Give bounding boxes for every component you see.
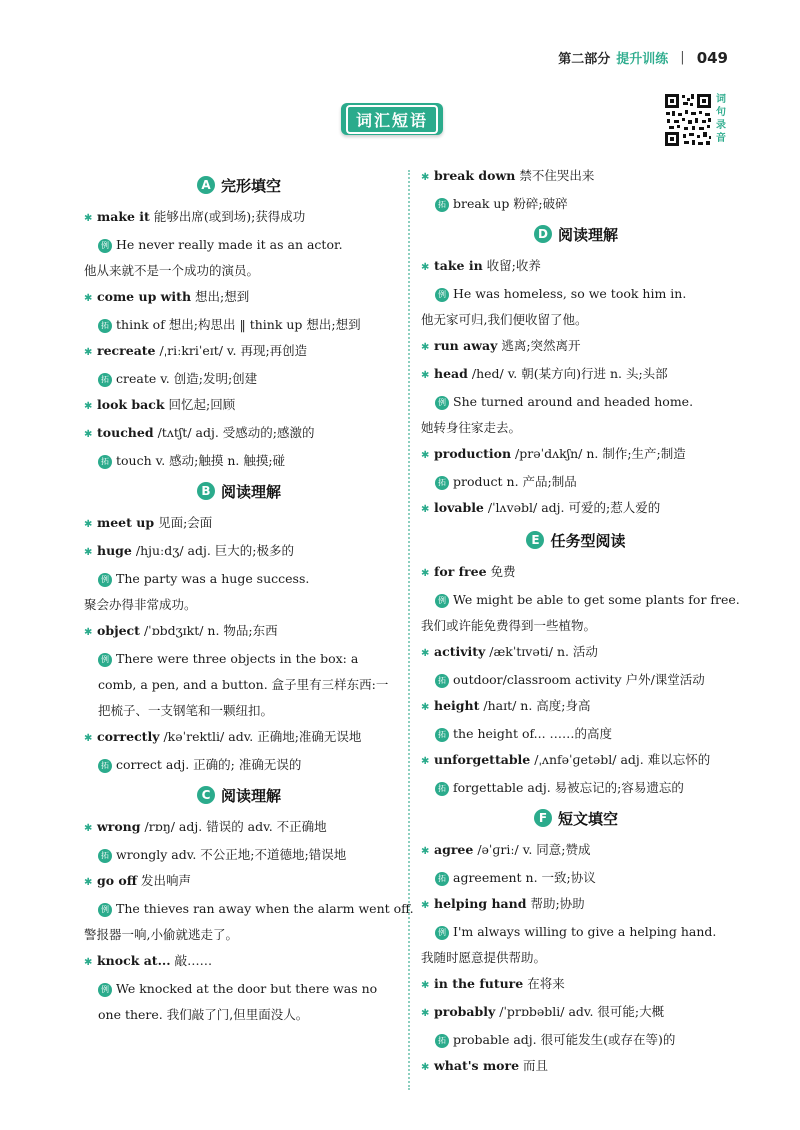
- right-column: [421, 163, 740, 1081]
- entry-extension: agreement n. 一致;协议: [453, 870, 596, 885]
- entry-extension: forgettable adj. 易被忘记的;容易遗忘的: [453, 780, 684, 795]
- entry-definition: /ˌʌnfəˈɡetəbl/ adj. 难以忘怀的: [534, 752, 711, 767]
- entry-definition: /ˈlʌvəbl/ adj. 可爱的;惹人爱的: [487, 500, 661, 515]
- entry-definition: /hjuːdʒ/ adj. 巨大的;极多的: [135, 543, 294, 558]
- example-tag-icon: 例: [435, 594, 449, 608]
- entry-headword: wrong: [97, 819, 141, 834]
- page-header: [558, 48, 728, 67]
- vocab-entry: [421, 837, 731, 891]
- entry-definition: /ˌriːkriˈeɪt/ v. 再现;再创造: [159, 343, 308, 358]
- entry-headword: for free: [434, 564, 487, 579]
- vocab-entry: [421, 163, 731, 217]
- star-icon: ✱: [421, 172, 430, 183]
- column-divider: [408, 170, 410, 1090]
- entry-extension: create v. 创造;发明;创建: [116, 371, 258, 386]
- entry-translation: 聚会办得非常成功。: [84, 597, 197, 612]
- vocab-entry: [84, 724, 394, 778]
- part-label: 第二部分: [558, 52, 611, 67]
- entry-definition: 回忆起;回顾: [168, 397, 236, 412]
- star-icon: ✱: [421, 900, 430, 911]
- extension-tag-icon: 拓: [98, 373, 112, 387]
- vocab-entry: [421, 361, 731, 441]
- entry-headword: correctly: [97, 729, 160, 744]
- star-icon: ✱: [421, 450, 430, 461]
- entry-definition: 帮助;协助: [530, 896, 585, 911]
- example-tag-icon: 例: [98, 573, 112, 587]
- entry-definition: 收留;收养: [486, 258, 541, 273]
- entry-extension: the height of... ……的高度: [453, 726, 613, 741]
- entry-headword: take in: [434, 258, 483, 273]
- star-icon: ✱: [421, 1062, 430, 1073]
- vocab-entry: [421, 639, 731, 693]
- entry-definition: /prəˈdʌkʃn/ n. 制作;生产;制造: [515, 446, 686, 461]
- example-tag-icon: 例: [98, 239, 112, 253]
- entry-headword: probably: [434, 1004, 496, 1019]
- entry-example: We knocked at the door but there was no one there. 我们敲了门,但里面没人。: [98, 981, 378, 1022]
- star-icon: ✱: [84, 347, 93, 358]
- entry-headword: go off: [97, 873, 138, 888]
- star-icon: ✱: [421, 1008, 430, 1019]
- section-letter-badge: C: [197, 786, 215, 804]
- entry-extension: outdoor/classroom activity 户外/课堂活动: [453, 672, 705, 687]
- star-icon: ✱: [84, 429, 93, 440]
- entry-headword: touched: [97, 425, 154, 440]
- section-title-a: [84, 168, 394, 202]
- entry-definition: 在将来: [527, 976, 565, 991]
- section-name: 阅读理解: [557, 225, 618, 244]
- example-tag-icon: 例: [98, 653, 112, 667]
- entry-headword: look back: [97, 397, 165, 412]
- entry-translation: 我们或许能免费得到一些植物。: [421, 618, 597, 633]
- entry-headword: make it: [97, 209, 150, 224]
- vocab-entry: [84, 510, 394, 538]
- entry-headword: height: [434, 698, 480, 713]
- section-letter-badge: F: [534, 809, 552, 827]
- title-banner: [341, 103, 443, 135]
- section-name: 阅读理解: [220, 482, 281, 501]
- extension-tag-icon: 拓: [98, 849, 112, 863]
- entry-definition: 见面;会面: [158, 515, 213, 530]
- star-icon: ✱: [84, 213, 93, 224]
- star-icon: ✱: [84, 957, 93, 968]
- section-title-d: [421, 217, 731, 251]
- entry-extension: wrongly adv. 不公正地;不道德地;错误地: [116, 847, 347, 862]
- entry-example: She turned around and headed home.: [453, 394, 694, 409]
- vocab-entry: [84, 868, 414, 948]
- entry-headword: activity: [434, 644, 486, 659]
- vocab-entry: [84, 538, 394, 618]
- entry-extension: product n. 产品;制品: [453, 474, 577, 489]
- star-icon: ✱: [84, 733, 93, 744]
- extension-tag-icon: 拓: [435, 674, 449, 688]
- entry-definition: 能够出席(或到场);获得成功: [153, 209, 306, 224]
- example-tag-icon: 例: [98, 903, 112, 917]
- star-icon: ✱: [84, 293, 93, 304]
- entry-definition: 免费: [490, 564, 516, 579]
- entry-headword: recreate: [97, 343, 156, 358]
- section-name: 阅读理解: [220, 786, 281, 805]
- example-tag-icon: 例: [435, 288, 449, 302]
- entry-headword: meet up: [97, 515, 155, 530]
- qr-caption-char: 录: [716, 120, 726, 131]
- entry-translation: 他无家可归,我们便收留了他。: [421, 312, 588, 327]
- extension-tag-icon: 拓: [435, 198, 449, 212]
- vocab-entry: [421, 971, 731, 999]
- qr-code-icon[interactable]: [663, 92, 713, 148]
- entry-headword: knock at...: [97, 953, 171, 968]
- star-icon: ✱: [421, 568, 430, 579]
- star-icon: ✱: [84, 627, 93, 638]
- vocab-entry: [84, 392, 394, 420]
- qr-caption: [716, 93, 730, 145]
- star-icon: ✱: [421, 262, 430, 273]
- star-icon: ✱: [421, 504, 430, 515]
- section-letter-badge: A: [197, 176, 215, 194]
- entry-headword: come up with: [97, 289, 192, 304]
- entry-extension: break up 粉碎;破碎: [453, 196, 568, 211]
- section-title-f: [421, 801, 731, 835]
- star-icon: ✱: [421, 756, 430, 767]
- entry-definition: /ˈprɒbəbli/ adv. 很可能;大概: [499, 1004, 665, 1019]
- entry-definition: 禁不住哭出来: [519, 168, 595, 183]
- entry-headword: what's more: [434, 1058, 520, 1073]
- header-separator: |: [680, 50, 685, 65]
- section-name: 完形填空: [220, 176, 281, 195]
- vocab-entry: [84, 420, 394, 474]
- qr-caption-char: 词: [716, 94, 726, 105]
- entry-definition: /ækˈtɪvəti/ n. 活动: [489, 644, 598, 659]
- entry-example: We might be able to get some plants for free.: [453, 592, 740, 607]
- entry-headword: helping hand: [434, 896, 527, 911]
- entry-headword: unforgettable: [434, 752, 531, 767]
- entry-definition: 发出响声: [141, 873, 192, 888]
- entry-translation: 警报器一响,小偷就逃走了。: [84, 927, 238, 942]
- entry-definition: /tʌtʃt/ adj. 受感动的;感激的: [157, 425, 315, 440]
- extension-tag-icon: 拓: [435, 728, 449, 742]
- vocab-entry: [84, 284, 394, 338]
- section-title-c: [84, 778, 394, 812]
- entry-extension: think of 想出;构思出 ‖ think up 想出;想到: [116, 317, 361, 332]
- extension-tag-icon: 拓: [435, 782, 449, 796]
- entry-headword: head: [434, 366, 468, 381]
- entry-headword: break down: [434, 168, 516, 183]
- section-title-b: [84, 474, 394, 508]
- vocab-entry: [421, 559, 740, 639]
- qr-caption-char: 音: [716, 133, 726, 144]
- entry-example: The party was a huge success.: [116, 571, 310, 586]
- qr-caption-char: 句: [716, 107, 726, 118]
- star-icon: ✱: [421, 648, 430, 659]
- vocab-entry: [421, 891, 731, 971]
- entry-definition: 想出;想到: [195, 289, 250, 304]
- entry-headword: run away: [434, 338, 498, 353]
- star-icon: ✱: [84, 823, 93, 834]
- section-title-e: [421, 523, 731, 557]
- star-icon: ✱: [84, 401, 93, 412]
- entry-definition: /ˈɒbdʒɪkt/ n. 物品;东西: [143, 623, 278, 638]
- entry-example: He never really made it as an actor.: [116, 237, 343, 252]
- left-column: [84, 168, 414, 1028]
- entry-definition: /rɒŋ/ adj. 错误的 adv. 不正确地: [144, 819, 327, 834]
- extension-tag-icon: 拓: [435, 476, 449, 490]
- star-icon: ✱: [84, 519, 93, 530]
- star-icon: ✱: [421, 702, 430, 713]
- vocab-entry: [421, 693, 731, 747]
- entry-extension: correct adj. 正确的; 准确无误的: [116, 757, 302, 772]
- vocab-entry: [421, 253, 731, 333]
- extension-tag-icon: 拓: [435, 872, 449, 886]
- entry-headword: lovable: [434, 500, 484, 515]
- vocab-entry: [84, 204, 394, 284]
- section-letter-badge: B: [197, 482, 215, 500]
- entry-translation: 我随时愿意提供帮助。: [421, 950, 547, 965]
- entry-definition: /kəˈrektli/ adv. 正确地;准确无误地: [163, 729, 362, 744]
- page-number: 049: [696, 48, 728, 67]
- vocab-entry: [84, 338, 394, 392]
- entry-definition: /hed/ v. 朝(某方向)行进 n. 头;头部: [471, 366, 668, 381]
- extension-tag-icon: 拓: [435, 1034, 449, 1048]
- example-tag-icon: 例: [435, 926, 449, 940]
- entry-example: I'm always willing to give a helping hand.: [453, 924, 717, 939]
- extension-tag-icon: 拓: [98, 455, 112, 469]
- vocab-entry: [421, 441, 731, 495]
- section-letter-badge: E: [526, 531, 544, 549]
- vocab-entry: [84, 814, 394, 868]
- star-icon: ✱: [84, 547, 93, 558]
- entry-headword: in the future: [434, 976, 524, 991]
- entry-definition: /haɪt/ n. 高度;身高: [483, 698, 591, 713]
- entry-headword: object: [97, 623, 140, 638]
- section-letter-badge: D: [534, 225, 552, 243]
- entry-definition: 敲……: [174, 953, 213, 968]
- star-icon: ✱: [84, 877, 93, 888]
- star-icon: ✱: [421, 342, 430, 353]
- entry-example: There were three objects in the box: a comb, a pen, and a button. 盒子里有三样东西:一把梳子、一支钢笔和一颗纽扣。: [98, 651, 389, 718]
- entry-headword: agree: [434, 842, 474, 857]
- entry-extension: probable adj. 很可能发生(或存在等)的: [453, 1032, 676, 1047]
- entry-definition: 而且: [523, 1058, 549, 1073]
- extension-tag-icon: 拓: [98, 759, 112, 773]
- section-name: 短文填空: [557, 809, 618, 828]
- star-icon: ✱: [421, 846, 430, 857]
- entry-example: He was homeless, so we took him in.: [453, 286, 687, 301]
- vocab-entry: [84, 948, 394, 1028]
- entry-definition: 逃离;突然离开: [501, 338, 581, 353]
- entry-definition: /əˈɡriː/ v. 同意;赞成: [477, 842, 591, 857]
- vocab-entry: [421, 495, 731, 523]
- vocab-entry: [421, 999, 731, 1053]
- star-icon: ✱: [421, 370, 430, 381]
- extension-tag-icon: 拓: [98, 319, 112, 333]
- entry-translation: 她转身往家走去。: [421, 420, 522, 435]
- entry-translation: 他从来就不是一个成功的演员。: [84, 263, 260, 278]
- example-tag-icon: 例: [98, 983, 112, 997]
- entry-headword: huge: [97, 543, 132, 558]
- example-tag-icon: 例: [435, 396, 449, 410]
- entry-headword: production: [434, 446, 512, 461]
- vocab-entry: [421, 333, 731, 361]
- entry-extension: touch v. 感动;触摸 n. 触摸;碰: [116, 453, 286, 468]
- section-label: 提升训练: [616, 52, 669, 67]
- star-icon: ✱: [421, 980, 430, 991]
- vocab-entry: [421, 747, 731, 801]
- page-title: 词汇短语: [346, 105, 438, 134]
- vocab-entry: [421, 1053, 731, 1081]
- entry-example: The thieves ran away when the alarm went off.: [116, 901, 414, 916]
- vocab-entry: [84, 618, 394, 724]
- section-name: 任务型阅读: [550, 531, 626, 550]
